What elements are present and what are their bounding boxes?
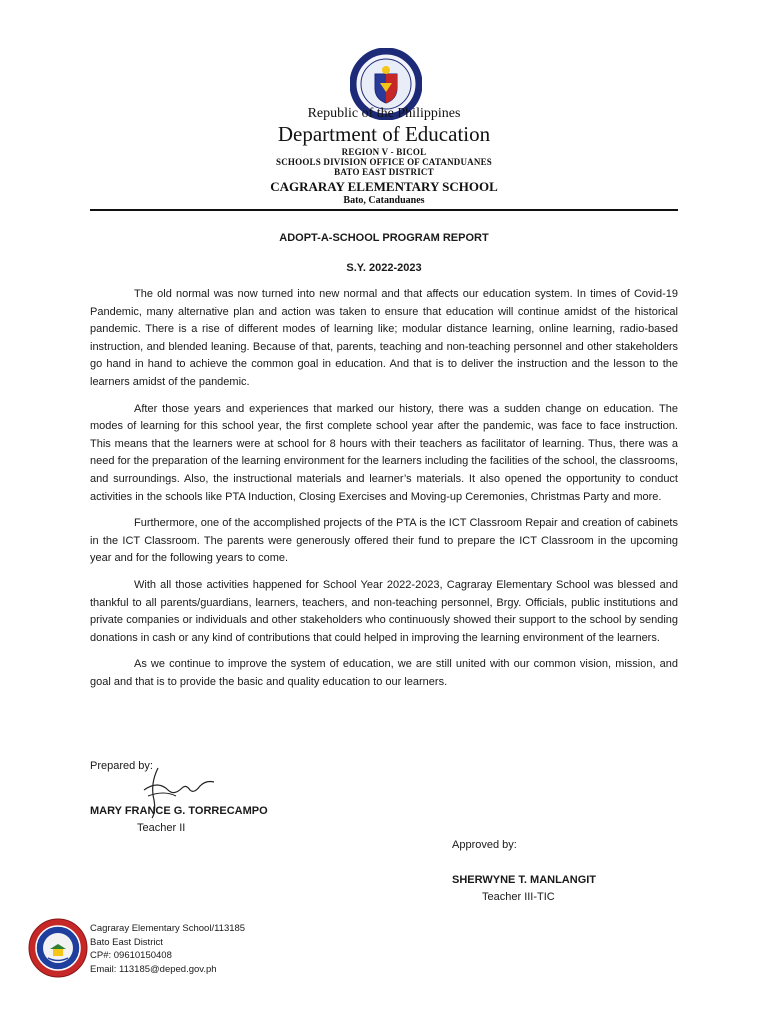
school-year: S.Y. 2022-2023 xyxy=(346,262,422,274)
paragraph: Furthermore, one of the accomplished projects of the PTA is the ICT Classroom Repair and creation of cabinets in the ICT Classroom. The parents were generously offered their fund to prepare the ICT Classroom in the upcoming year and for the following years to come. xyxy=(90,517,678,565)
approver-name: SHERWYNE T. MANLANGIT xyxy=(452,874,597,886)
district-line: BATO EAST DISTRICT xyxy=(334,167,434,177)
school-address: Bato, Catanduanes xyxy=(343,195,425,206)
division-line: SCHOOLS DIVISION OFFICE OF CATANDUANES xyxy=(276,157,492,167)
region-line: REGION V - BICOL xyxy=(341,147,427,157)
header-divider xyxy=(90,209,678,211)
preparer-name: MARY FRANCE G. TORRECAMPO xyxy=(90,805,268,817)
approved-by-label: Approved by: xyxy=(452,839,517,851)
footer-school-id: Cagraray Elementary School/113185 xyxy=(90,923,246,934)
report-body xyxy=(90,286,678,700)
report-title: ADOPT-A-SCHOOL PROGRAM REPORT xyxy=(279,232,489,244)
paragraph: The old normal was now turned into new normal and that affects our education system. In times of Covid-19 Pandemic, many alternative plan and action was taken to ensure that education will continue amidst of the historical pandemic. There is a rise of different modes of learning like; modular distance learning, online learning, radio-based instruction, and blended leaning. Because of that, parents, teaching and non-teaching personnel and other stakeholders go hand in hand to achieve the common goal in education. And that is to deliver the instruction and the lesson to the learners amidst of the pandemic. xyxy=(90,288,678,388)
school-name: CAGRARAY ELEMENTARY SCHOOL xyxy=(270,179,498,194)
prepared-by-label: Prepared by: xyxy=(90,760,153,772)
department-name: Department of Education xyxy=(277,122,491,146)
republic-line: Republic of the Philippines xyxy=(307,106,461,121)
paragraph: After those years and experiences that marked our history, there was a sudden change on education. The modes of learning for this school year, the first complete school year after the pandemic, was face to face instruction. This means that the learners were at school for 8 hours with their teachers as facilitator of learning. Thus, there was a need for the preparation of the learning environment for the learners including the facilities of the school, the classrooms, and surroundings. Also, the instructional materials and learner’s materials. It also opened the opportunity to conduct activities in the schools like PTA Induction, Closing Exercises and Moving-up Ceremonies, Christmas Party and more. xyxy=(90,402,678,503)
footer-email: Email: 113185@deped.gov.ph xyxy=(90,963,217,975)
preparer-position: Teacher II xyxy=(137,822,186,834)
paragraph: With all those activities happened for School Year 2022-2023, Cagraray Elementary School was blessed and thankful to all parents/guardians, learners, teachers, and non-teaching personnel, Brgy. Officials, public institutions and private companies or individuals and other stakeholders who continuously showed their support to the school by sending donations in cash or any kind of contributions that could helped in improving the learning environment of the learners. xyxy=(90,578,678,644)
footer-contact xyxy=(90,922,245,976)
footer-district: Bato East District xyxy=(90,936,163,948)
paragraph: As we continue to improve the system of education, we are still united with our common vision, mission, and goal and that is to provide the basic and quality education to our learners. xyxy=(90,658,678,688)
footer-phone: CP#: 09610150408 xyxy=(90,950,172,961)
school-seal-icon xyxy=(28,917,88,979)
approver-position: Teacher III-TIC xyxy=(482,891,555,903)
